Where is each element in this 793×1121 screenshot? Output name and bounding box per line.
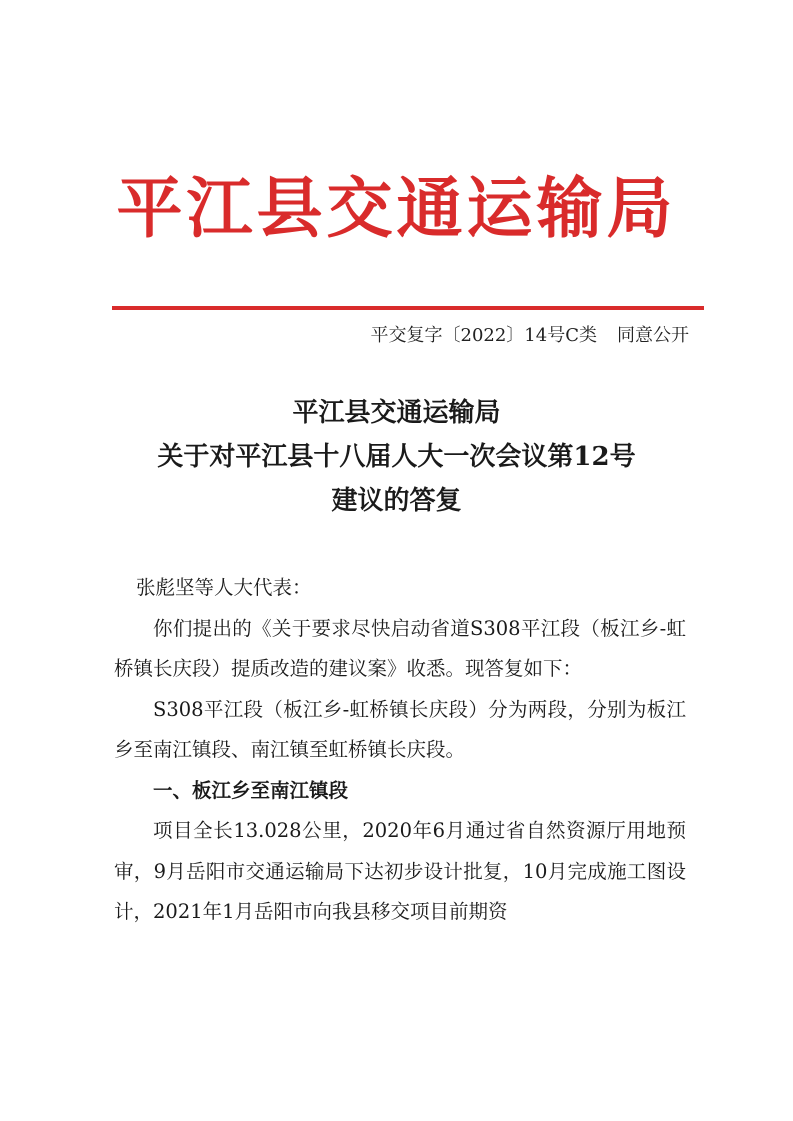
paragraph-receipt: 你们提出的《关于要求尽快启动省道S308平江段（板江乡-虹桥镇长庆段）提质改造的建议案》收悉。现答复如下：	[114, 616, 686, 680]
section-heading-1: 一、板江乡至南江镇段	[153, 778, 349, 802]
document-title	[0, 391, 793, 523]
agency-masthead: 平江县交通运输局	[116, 169, 677, 247]
salutation: 张彪坚等人大代表：	[136, 576, 312, 599]
title-line-2: 关于对平江县十八届人大一次会议第12号	[157, 442, 636, 472]
red-divider-line	[112, 306, 704, 310]
document-body	[114, 568, 686, 933]
disclosure-status: 同意公开	[617, 325, 689, 346]
title-line-1: 平江县交通运输局	[292, 398, 501, 428]
paragraph-project-status: 项目全长13.028公里，2020年6月通过省自然资源厅用地预审，9月岳阳市交通运输局下达初步设计批复，10月完成施工图设计，2021年1月岳阳市向我县移交项目前期资	[114, 819, 686, 923]
document-number-line	[371, 322, 690, 350]
title-line-3: 建议的答复	[331, 486, 462, 516]
paragraph-sections: S308平江段（板江乡-虹桥镇长庆段）分为两段，分别为板江乡至南江镇段、南江镇至虹桥镇长庆段。	[114, 697, 686, 761]
document-number: 平交复字〔2022〕14号C类	[370, 325, 597, 346]
